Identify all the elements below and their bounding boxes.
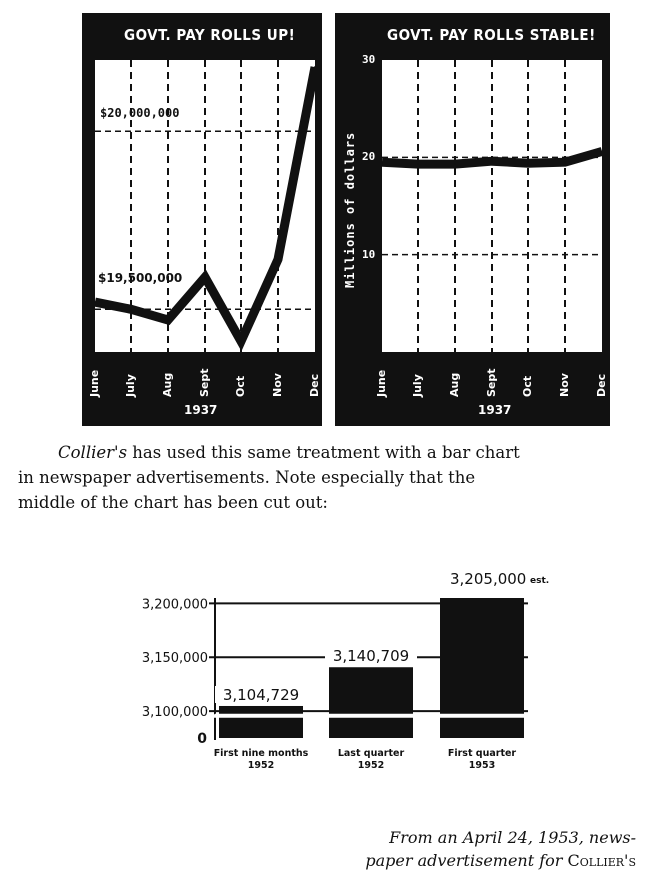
chart-left-point-sept: [204, 276, 206, 278]
bar-ytick-0: 0: [197, 731, 207, 747]
chart-left-month-nov: Nov: [271, 373, 284, 397]
chart-right-plot-area: [382, 60, 602, 352]
bar-category-label-1: First nine months 1952: [213, 748, 309, 771]
chart-left-panel: [82, 13, 322, 426]
bar-ytick-3,100,000: 3,100,000: [141, 705, 208, 721]
caption-line-2: [365, 849, 636, 872]
chart-right-point-oct: [527, 162, 529, 164]
chart-right-month-july: July: [411, 374, 424, 397]
chart-left-plot-area: [95, 60, 315, 352]
chart-right-title: GOVT. PAY ROLLS STABLE!: [387, 26, 596, 44]
chart-left-point-oct: [240, 340, 242, 342]
chart-right-ytick-20: 20: [362, 150, 376, 164]
chart-right-month-oct: Oct: [521, 375, 534, 397]
chart-left-year: 1937: [184, 403, 218, 417]
chart-left-month-dec: Dec: [308, 373, 321, 397]
chart-right-ytick-10: 10: [362, 247, 376, 261]
chart-left-month-aug: Aug: [161, 372, 174, 397]
chart-left-point-july: [130, 308, 132, 310]
chart-right-ylabel: Millions of dollars: [343, 131, 357, 288]
bar-2: [329, 667, 413, 738]
chart-right-svg: [382, 60, 602, 352]
chart-right-panel: [335, 13, 610, 426]
bar-1: [219, 706, 303, 738]
caption-line-1: From an April 24, 1953, news-: [389, 828, 636, 847]
chart-left-month-sept: Sept: [198, 368, 211, 397]
paragraph-line-2: in newspaper advertisements. Note especially that the: [18, 468, 476, 487]
chart-right-month-aug: Aug: [448, 372, 461, 397]
bar-category-label-3: First quarter 1953: [447, 748, 517, 771]
chart-left-title: GOVT. PAY ROLLS UP!: [124, 26, 296, 44]
paragraph-line-1: [18, 440, 650, 465]
caption-publication: Collier's: [567, 851, 636, 870]
chart-right-point-sept: [491, 160, 493, 162]
bar-value-label-3: 3,205,000: [450, 570, 527, 588]
body-paragraph: [18, 440, 650, 515]
bar-est-label: est.: [530, 576, 550, 586]
bar-ytick-3,200,000: 3,200,000: [141, 597, 208, 613]
chart-right-point-july: [417, 163, 419, 165]
chart-right-point-aug: [454, 163, 456, 165]
chart-left-point-aug: [167, 319, 169, 321]
chart-left-month-july: July: [124, 374, 137, 397]
chart-left-point-nov: [277, 258, 279, 260]
chart-right-ytick-30: 30: [362, 53, 376, 66]
chart-right-point-nov: [564, 161, 566, 163]
chart-right-month-sept: Sept: [485, 368, 498, 397]
bar-axis-break: [215, 714, 527, 716]
chart-left-month-june: June: [88, 369, 101, 397]
paragraph-line-1-text: has used this same treatment with a bar chart: [127, 443, 520, 462]
chart-right-year: 1937: [478, 403, 512, 417]
paragraph-line-3: middle of the chart has been cut out:: [18, 493, 328, 512]
bar-value-label-1: 3,104,729: [222, 685, 300, 704]
bar-category-label-2: Last quarter 1952: [337, 748, 405, 771]
chart-left-svg: [95, 60, 315, 352]
source-caption: [365, 826, 636, 872]
chart-left-label-low: $19,500,000: [98, 271, 183, 285]
chart-left-label-high: $20,000,000: [100, 106, 180, 120]
chart-right-month-dec: Dec: [595, 373, 608, 397]
paragraph-italic-lead: Collier's: [58, 443, 128, 462]
bar-chart-svg: [0, 565, 661, 805]
chart-left-month-oct: Oct: [234, 375, 247, 397]
caption-line-2-text: paper advertisement for: [365, 851, 568, 870]
chart-right-month-june: June: [375, 369, 388, 397]
bar-ytick-3,150,000: 3,150,000: [141, 651, 208, 667]
chart-right-month-nov: Nov: [558, 373, 571, 397]
bar-value-label-2: 3,140,709: [332, 647, 410, 666]
